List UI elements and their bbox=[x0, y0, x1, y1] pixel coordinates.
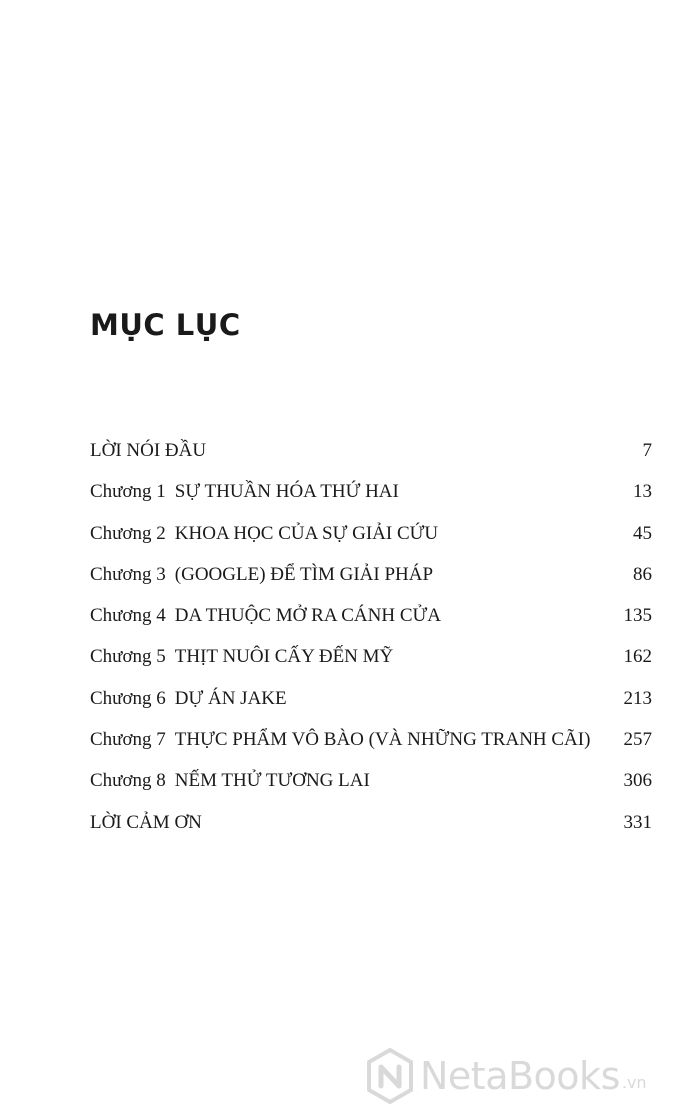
toc-item-chapter-3[interactable] bbox=[90, 564, 652, 605]
netabooks-logo-icon bbox=[366, 1048, 414, 1104]
toc-item-title: THỰC PHẨM VÔ BÀO (VÀ NHỮNG TRANH CÃI) bbox=[174, 729, 591, 751]
toc-item-page: 135 bbox=[623, 605, 652, 627]
toc-item-page: 162 bbox=[623, 646, 652, 668]
toc-item-chapter-5[interactable] bbox=[90, 646, 652, 687]
toc-item-chapter: Chương 1 bbox=[90, 481, 166, 503]
toc-item-page: 331 bbox=[623, 811, 652, 833]
toc-item-title: NẾM THỬ TƯƠNG LAI bbox=[174, 770, 370, 792]
toc-item-chapter: Chương 5 bbox=[90, 646, 166, 668]
toc-item-chapter: Chương 3 bbox=[90, 563, 166, 585]
toc-item-chapter-6[interactable] bbox=[90, 688, 652, 729]
toc-item-chapter: Chương 2 bbox=[90, 522, 166, 544]
toc-item-page: 306 bbox=[623, 770, 652, 792]
toc-item-preface[interactable] bbox=[90, 440, 652, 481]
page-title: MỤC LỤC bbox=[90, 308, 241, 342]
toc-item-chapter: Chương 6 bbox=[90, 687, 166, 709]
toc-item-chapter-2[interactable] bbox=[90, 523, 652, 564]
toc-item-chapter-4[interactable] bbox=[90, 605, 652, 646]
toc-item-title: LỜI NÓI ĐẦU bbox=[90, 440, 207, 461]
toc-item-title: LỜI CẢM ƠN bbox=[90, 811, 202, 833]
toc-item-page: 13 bbox=[633, 481, 652, 503]
toc-item-page: 45 bbox=[633, 522, 652, 544]
toc-item-chapter-1[interactable] bbox=[90, 481, 652, 522]
toc-item-title: (GOOGLE) ĐỂ TÌM GIẢI PHÁP bbox=[174, 563, 434, 585]
toc-item-title: DA THUỘC MỞ RA CÁNH CỬA bbox=[174, 605, 441, 627]
toc-item-chapter-7[interactable] bbox=[90, 729, 652, 770]
toc-item-page: 257 bbox=[623, 729, 652, 751]
toc-item-chapter: Chương 8 bbox=[90, 770, 166, 792]
toc-item-chapter-8[interactable] bbox=[90, 770, 652, 811]
toc-item-title: KHOA HỌC CỦA SỰ GIẢI CỨU bbox=[174, 522, 439, 544]
watermark-brand: NetaBooks bbox=[420, 1054, 620, 1098]
toc-item-title: DỰ ÁN JAKE bbox=[174, 687, 287, 709]
toc-item-acknowledgements[interactable] bbox=[90, 812, 652, 853]
toc-item-page: 7 bbox=[642, 440, 652, 461]
watermark-suffix: .vn bbox=[621, 1073, 647, 1092]
table-of-contents bbox=[90, 440, 652, 853]
watermark bbox=[366, 1046, 647, 1106]
toc-item-chapter: Chương 4 bbox=[90, 605, 166, 627]
toc-item-page: 213 bbox=[623, 687, 652, 709]
toc-item-title: SỰ THUẦN HÓA THỨ HAI bbox=[174, 481, 399, 503]
toc-item-page: 86 bbox=[633, 563, 652, 585]
toc-item-title: THỊT NUÔI CẤY ĐẾN MỸ bbox=[174, 646, 394, 668]
toc-item-chapter: Chương 7 bbox=[90, 729, 166, 751]
